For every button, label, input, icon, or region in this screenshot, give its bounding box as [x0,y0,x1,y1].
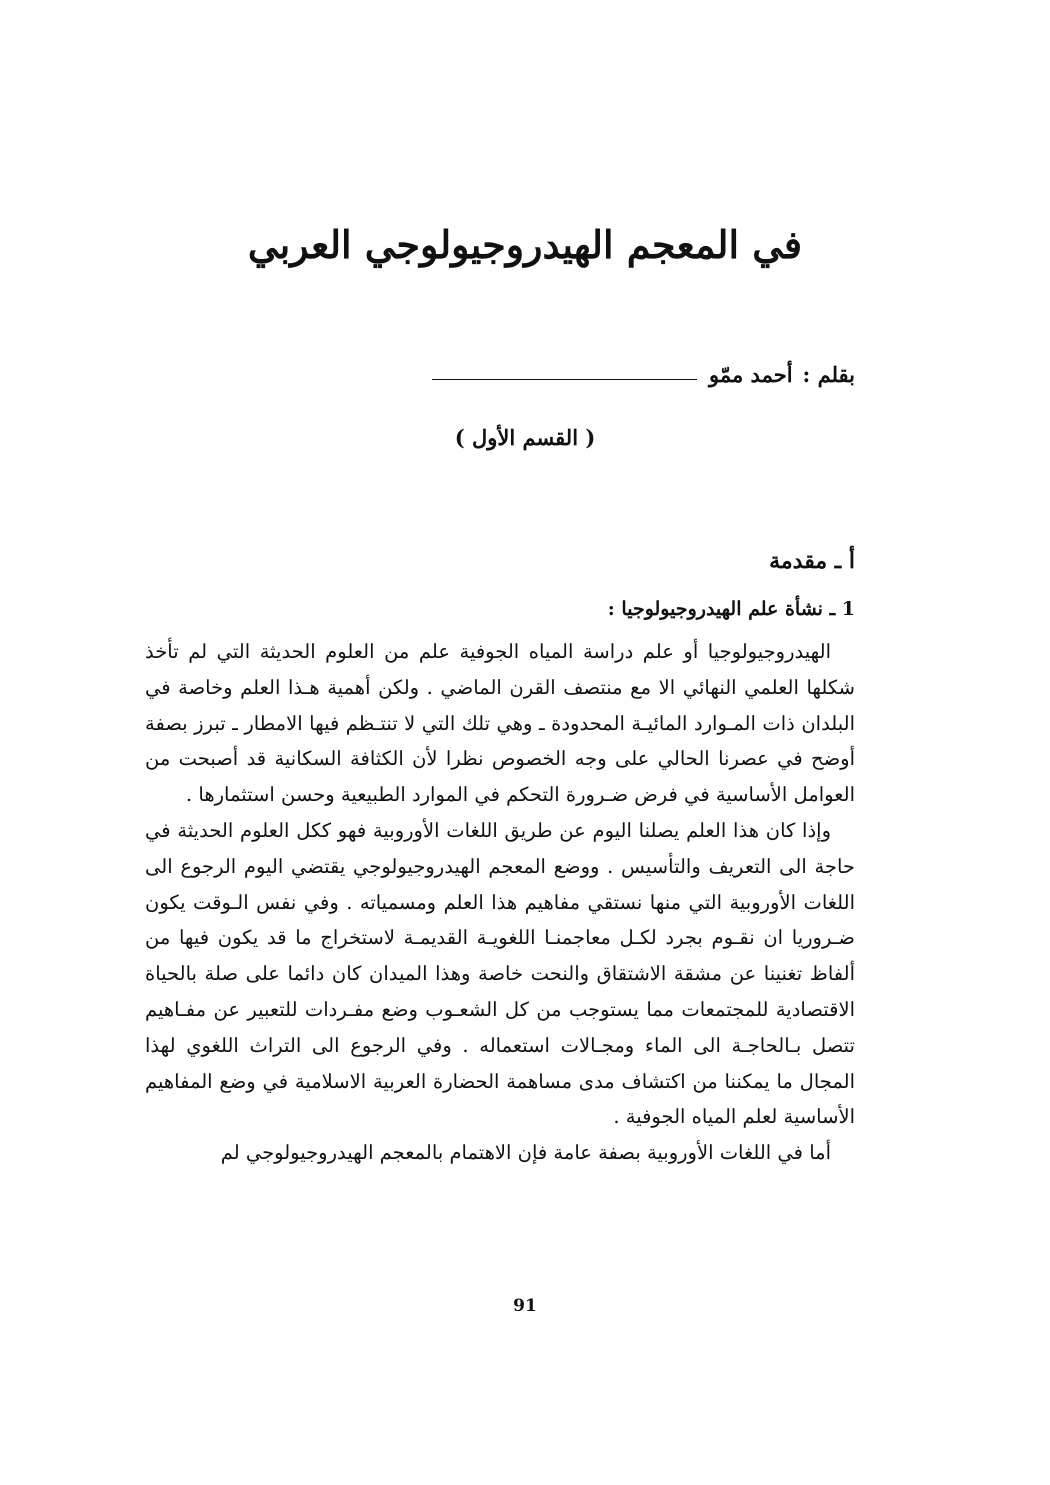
paragraph: وإذا كان هذا العلم يصلنا اليوم عن طريق اللغات الأوروبية فهو ككل العلوم الحديثة في حاجة الى التعريف والتأسيس . ووضع المعجم الهيدروجيولوجي يقتضي اليوم الرجوع الى اللغات الأوروبية التي منها نستقي مفاهيم هذا العلم ومسمياته . وفي نفس الـوقت يكون ضـروريا ان نقـوم بجرد لكـل معاجمنـا اللغويـة القديمـة لاستخراج ما قد يكون فيها من ألفاظ تغنينا عن مشقة الاشتقاق والنحت خاصة وهذا الميدان كان دائما على صلة بالحياة الاقتصادية للمجتمعات مما يستوجب من كل الشعـوب وضع مفـردات للتعبير عن مفـاهيم تتصل بـالحاجـة الى الماء ومجـالات استعماله . وفي الرجوع الى التراث اللغوي لهذا المجال ما يمكننا من اكتشاف مدى مساهمة الحضارة العربية الاسلامية في وضع المفاهيم الأساسية لعلم المياه الجوفية . [145,818,855,1129]
page-number: 91 [513,1296,537,1316]
subsection-heading: 1 ـ نشأة علم الهيدروجيولوجيا : [607,598,855,620]
section-heading: أ ـ مقدمة [769,548,855,574]
article-title: في المعجم الهيدروجيولوجي العربي [247,222,803,267]
paragraph: أما في اللغات الأوروبية بصفة عامة فإن الاهتمام بالمعجم الهيدروجيولوجي لم [220,1141,831,1165]
body-text [145,634,855,1171]
paragraph: الهيدروجيولوجيا أو علم دراسة المياه الجوفية علم من العلوم الحديثة التي لم تأخذ شكلها العلمي النهائي الا مع منتصف القرن الماضي . ولكن أهمية هـذا العلم وخاصة في البلدان ذات المـوارد المائيـة المحدودة ـ وهي تلك التي لا تنتـظم فيها الامطار ـ تبرز بصفة أوضح في عصرنا الحالي على وجه الخصوص نظرا لأن الكثافة السكانية قد أصبحت من العوامل الأساسية في فرض ضـرورة التحكم في الموارد الطبيعية وحسن استثمارها . [145,640,855,807]
byline-rule [432,379,697,380]
section-label: ( القسم الأول ) [454,425,596,450]
byline [432,362,855,387]
author-name: أحمد ممّو [709,362,793,387]
byline-prefix: بقلم : [802,362,855,387]
